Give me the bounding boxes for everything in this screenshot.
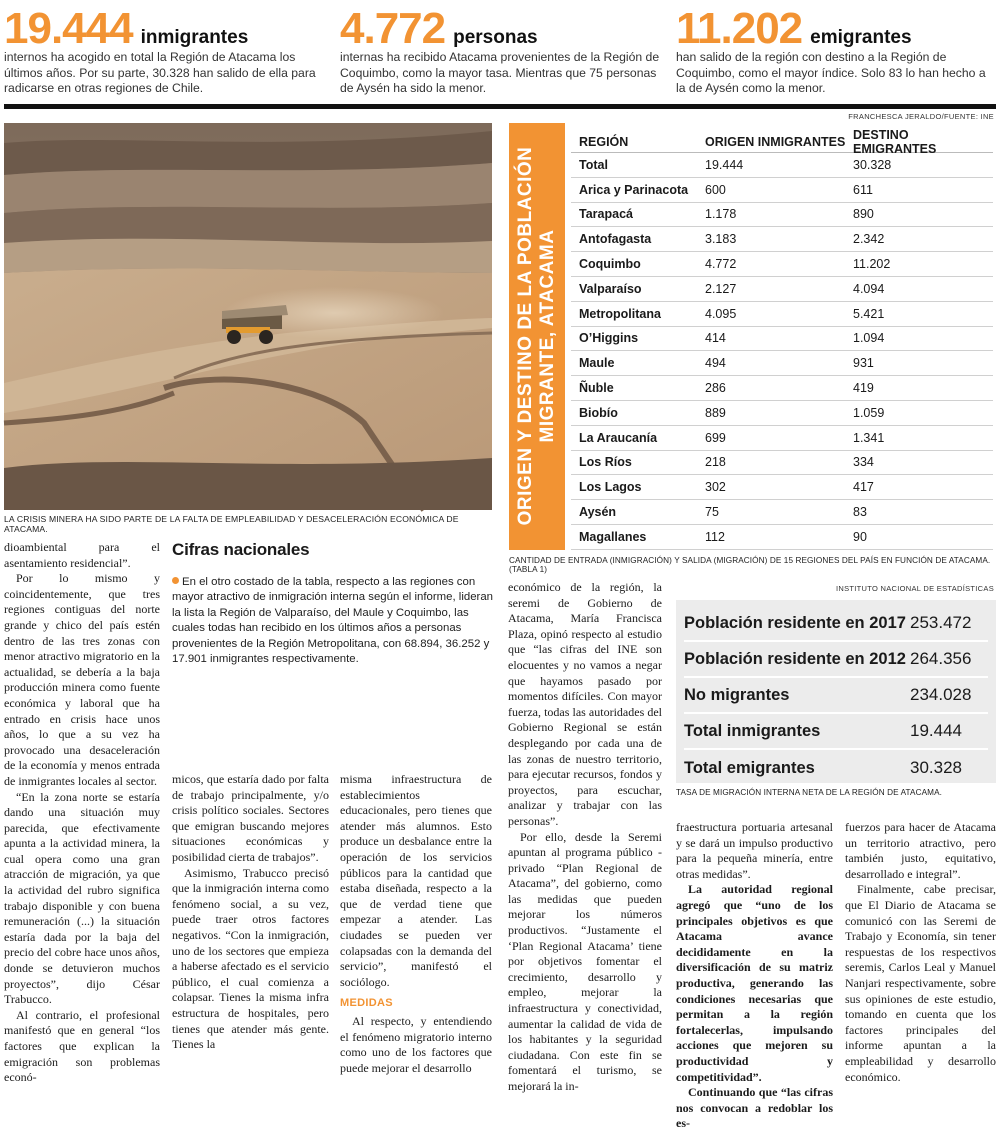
paragraph: Al contrario, el profesional manifestó que en general “los factores que explican la emigración son problemas econó-	[4, 1007, 160, 1085]
body-column-5	[676, 820, 833, 1132]
stat-persons	[340, 6, 665, 97]
paragraph: misma infraestructura de establecimientos educacionales, pero tienes que atender más alumnos. Esto produce un desbalance entre la operación de los servicios públicos para la cantidad que estaba diseñada, respecto a la que de verdad tiene que empezar a atender. Las ciudades se pueden ver colapsadas con la demanda del servicio”, manifestó el sociólogo.	[340, 772, 492, 989]
stat-label: personas	[453, 27, 538, 48]
region-cell: Tarapacá	[579, 207, 633, 222]
origin-cell: 4.772	[705, 257, 737, 272]
summary-value: 30.328	[910, 758, 962, 777]
region-cell: Aysén	[579, 505, 617, 520]
table-row	[571, 351, 993, 376]
destination-cell: 5.421	[853, 306, 885, 321]
paragraph: Al respecto, y entendiendo el fenómeno migratorio interno como uno de los factores que puede mejorar el desarrollo	[340, 1013, 492, 1075]
destination-cell: 1.094	[853, 331, 885, 346]
origin-cell: 19.444	[705, 157, 744, 172]
origin-cell: 889	[705, 405, 726, 420]
origin-cell: 494	[705, 356, 726, 371]
summary-label: Total emigrantes	[684, 758, 815, 777]
stat-text: han salido de la región con destino a la Región de Coquimbo, como el mayor índice. Solo 83 lo han hecho a la de Aysén como la menor.	[676, 50, 986, 95]
destination-cell: 417	[853, 480, 874, 495]
stat-immigrants	[4, 6, 324, 97]
summary-value: 253.472	[910, 613, 972, 632]
table-row	[571, 327, 993, 352]
table-row	[571, 302, 993, 327]
section-text	[172, 575, 495, 667]
paragraph: económico de la región, la seremi de Gobierno de Atacama, María Francisca Plaza, opinó respecto al estudio que “las cifras del INE son elocuentes y no vamos a negar que hayamos pasado por momentos difíciles. Con mayor fuerza, todas las autoridades del Gobierno Regional se están desplegando por cada una de las zonas de nuestro territorio, para ejecutar recursos, fondos y proyectos, para escuchar, analizar y trabajar con las personas”.	[508, 580, 662, 828]
section-title: Cifras nacionales	[172, 540, 310, 559]
paragraph: “En la zona norte se estaría dando una situación muy parecida, que efectivamente apunta a la actividad minera, la cual opera como una gran atracción de migración, ya que la actividad del rubro significa trabajo disponible y con buena remuneración (...) la situación estaría dada por la baja del precio del cobre hace unos años, donde se detuvieron muchos proyectos”, dijo César Trabucco.	[4, 789, 160, 1007]
origin-cell: 699	[705, 430, 726, 445]
table-caption: CANTIDAD DE ENTRADA (INMIGRACIÓN) Y SALIDA (MIGRACIÓN) DE 15 REGIONES DEL PAÍS EN FUNCIÓN DE ATACAMA. (TABLA 1)	[509, 556, 991, 574]
region-cell: Los Lagos	[579, 480, 642, 495]
table-side-title: ORIGEN Y DESTINO DE LA POBLACIÓN MIGRANTE, ATACAMA	[515, 146, 558, 526]
top-divider	[4, 104, 996, 109]
destination-cell: 419	[853, 381, 874, 396]
origin-cell: 302	[705, 480, 726, 495]
destination-cell: 2.342	[853, 232, 885, 247]
summary-row	[684, 750, 988, 786]
destination-cell: 611	[853, 182, 873, 197]
destination-cell: 890	[853, 207, 874, 222]
region-cell: Antofagasta	[579, 232, 652, 247]
destination-cell: 1.341	[853, 430, 885, 445]
migration-table-block	[509, 123, 996, 550]
origin-cell: 4.095	[705, 306, 737, 321]
column-header-origin: ORIGEN INMIGRANTES	[705, 134, 846, 149]
region-cell: Valparaíso	[579, 281, 642, 296]
subhead-medidas: MEDIDAS	[340, 997, 393, 1010]
bullet-icon	[172, 577, 179, 584]
summary-value: 19.444	[910, 721, 962, 740]
summary-label: No migrantes	[684, 685, 790, 704]
paragraph: micos, que estaría dado por falta de trabajo principalmente, y/o crisis político sociales. Sectores que emigran buscando mejores situaciones económicas y posibilidad cierta de trabajos”.	[172, 772, 329, 864]
region-cell: Arica y Parinacota	[579, 182, 689, 197]
column-header-region: REGIÓN	[579, 134, 629, 149]
origin-cell: 3.183	[705, 232, 737, 247]
region-cell: Total	[579, 157, 608, 172]
region-cell: Magallanes	[579, 529, 647, 544]
region-cell: La Araucanía	[579, 430, 658, 445]
body-column-4	[508, 580, 662, 1095]
summary-label: Población residente en 2012	[684, 649, 906, 668]
summary-caption: TASA DE MIGRACIÓN INTERNA NETA DE LA REGIÓN DE ATACAMA.	[676, 788, 943, 797]
photo-caption: LA CRISIS MINERA HA SIDO PARTE DE LA FALTA DE EMPLEABILIDAD Y DESACELERACIÓN ECONÓMICA DE ATACAMA.	[4, 514, 459, 534]
origin-cell: 2.127	[705, 281, 737, 296]
destination-cell: 83	[853, 505, 867, 520]
region-cell: Coquimbo	[579, 257, 641, 272]
stat-number: 11.202	[676, 4, 803, 53]
table-row	[571, 277, 993, 302]
region-cell: Los Ríos	[579, 455, 632, 470]
stat-label: inmigrantes	[140, 27, 249, 48]
origin-cell: 414	[705, 331, 726, 346]
summary-label: Total inmigrantes	[684, 721, 821, 740]
table-row	[571, 252, 993, 277]
stat-text: internas ha recibido Atacama provenientes de la Región de Coquimbo, como la mayor tasa. Mientras que 75 personas de Aysén ha sido la menor.	[340, 50, 660, 95]
summary-row	[684, 606, 988, 642]
stat-text: internos ha acogido en total la Región de Atacama los últimos años. Por su parte, 30.328 han salido de ella para radicarse en otras regiones de Chile.	[4, 50, 316, 95]
table-row	[571, 525, 993, 550]
stat-emigrants	[676, 6, 996, 97]
origin-cell: 112	[705, 529, 725, 544]
destination-cell: 4.094	[853, 281, 885, 296]
origin-cell: 286	[705, 381, 726, 396]
origin-cell: 218	[705, 455, 726, 470]
origin-cell: 75	[705, 505, 719, 520]
table-header-row	[571, 127, 993, 156]
paragraph: La autoridad regional agregó que “uno de los principales objetivos es que Atacama avance decididamente en la diversificación de su matriz productiva, generando las condiciones necesarias que permitan a la región fortalecerlas, impulsando acciones que mejoren su productividad y competitividad”.	[676, 882, 833, 1084]
region-cell: Maule	[579, 356, 615, 371]
table-side-band	[509, 123, 565, 550]
body-column-6	[845, 820, 996, 1085]
origin-cell: 1.178	[705, 207, 737, 222]
region-cell: Ñuble	[579, 381, 614, 396]
table-row	[571, 203, 993, 228]
mine-photo	[4, 123, 492, 510]
graphic-credit: FRANCHESCA JERALDO/FUENTE: INE	[848, 112, 994, 121]
body-column-1	[4, 540, 160, 1086]
destination-cell: 11.202	[853, 257, 891, 272]
paragraph: Continuando que “las cifras nos convocan a redoblar los es-	[676, 1085, 833, 1131]
body-column-3	[340, 772, 492, 1076]
table-source: INSTITUTO NACIONAL DE ESTADÍSTICAS	[836, 584, 994, 593]
summary-value: 264.356	[910, 649, 972, 668]
stat-label: emigrantes	[810, 27, 912, 48]
paragraph: Asimismo, Trabucco precisó que la inmigración interna como fenómeno social, a su vez, puede traer otros factores negativos. “Con la inmigración, uno de los sectores que empieza a haberse afectado es el servicio público, el cual comienza a colapsar. Tienes la misma infra estructura de hospitales, pero tienes que atender más gente. Tienes la	[172, 865, 329, 1052]
summary-box	[676, 600, 996, 783]
stat-number: 4.772	[340, 4, 446, 53]
summary-row	[684, 642, 988, 678]
migration-table	[571, 127, 993, 550]
table-row	[571, 451, 993, 476]
region-cell: Metropolitana	[579, 306, 661, 321]
table-row	[571, 178, 993, 203]
body-column-2	[172, 772, 329, 1053]
table-row	[571, 475, 993, 500]
region-cell: Biobío	[579, 405, 618, 420]
paragraph: Por lo mismo y coincidentemente, que tres regiones contiguas del norte grande y chico del país estén dentro de las tres zonas con menor atractivo migratorio en la actualidad, se debería a la baja producción minera como fuente económica y laboral que ha entrado en crisis hace unos años, lo que a su vez ha provocado una desaceleración de la economía y menos entrada de inmigrantes locales al sector.	[4, 571, 160, 788]
region-cell: O’Higgins	[579, 331, 639, 346]
paragraph: Finalmente, cabe precisar, que El Diario de Atacama se comunicó con las Seremi de Trabajo y Economía, sin tener respuestas de los respectivos seremis, Carlos Leal y Manuel Nanjari respectivamente, sobre sus opiniones de este estudio, tomando en cuenta que los factores principales del informe apuntan a la empleabilidad y desarrollo económico.	[845, 882, 996, 1084]
table-row	[571, 227, 993, 252]
destination-cell: 30.328	[853, 157, 892, 172]
summary-row	[684, 678, 988, 714]
destination-cell: 334	[853, 455, 874, 470]
paragraph: fuerzos para hacer de Atacama un territorio atractivo, pero también justo, equitativo, desarrollado e integral”.	[845, 820, 996, 881]
destination-cell: 931	[853, 356, 874, 371]
destination-cell: 1.059	[853, 405, 885, 420]
paragraph: Por ello, desde la Seremi apuntan al programa público - privado “Plan Regional de Atacama”, del gobierno, como las medidas que pueden mejorar los números productivos. “Justamente el ‘Plan Regional Atacama’ tiene por objetivos fomentar el crecimiento, desarrollo y empleo, mejorar la infraestructura y conectividad, aumentar la calidad de vida de los habitantes y la seguridad ciudadana. Con este fin se fomentará el turismo, se mejorará la in-	[508, 829, 662, 1093]
summary-row	[684, 714, 988, 750]
summary-value: 234.028	[910, 685, 972, 704]
stat-number: 19.444	[4, 4, 133, 53]
destination-cell: 90	[853, 529, 867, 544]
summary-label: Población residente en 2017	[684, 613, 906, 632]
table-row	[571, 153, 993, 178]
column-header-destination: DESTINO EMIGRANTES	[853, 127, 937, 156]
paragraph: fraestructura portuaria artesanal y se dará un impulso productivo para la pequeña minería, entre otras medidas”.	[676, 820, 833, 881]
origin-cell: 600	[705, 182, 726, 197]
table-row	[571, 401, 993, 426]
table-row	[571, 426, 993, 451]
table-row	[571, 376, 993, 401]
paragraph: dioambiental para el asentamiento residencial”.	[4, 540, 160, 570]
table-row	[571, 500, 993, 525]
section-body: En el otro costado de la tabla, respecto a las regiones con mayor atractivo de inmigración interna según el informe, lideran la lista la Región de Valparaíso, del Maule y Coquimbo, las cuales todas han recibido en los últimos años a personas provenientes de la Región Metropolitana, con 68.894, 36.252 y 17.901 inmigrantes respectivamente.	[172, 576, 493, 666]
